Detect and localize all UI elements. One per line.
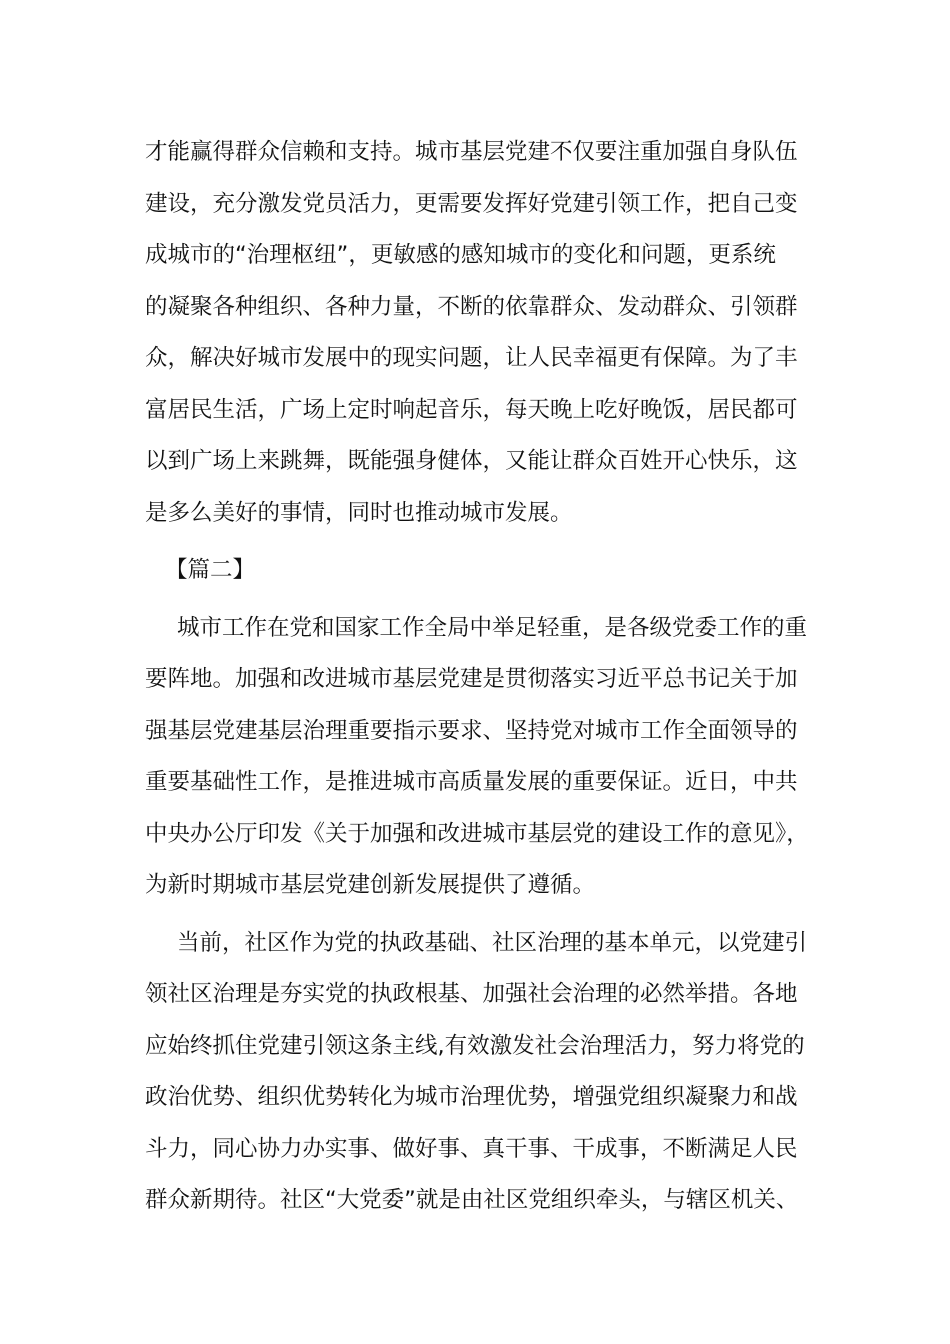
text-line: 成城市的“治理枢纽”，更敏感的感知城市的变化和问题，更系统	[145, 242, 776, 268]
text-line: 是多么美好的事情，同时也推动城市发展。	[145, 499, 573, 526]
text-line: 当前，社区作为党的执政基础、社区治理的基本单元，以党建引	[177, 929, 808, 956]
text-line: 重要基础性工作，是推进城市高质量发展的重要保证。近日，中共	[145, 769, 798, 795]
text-line: 富居民生活，广场上定时响起音乐，每天晚上吃好晚饭，居民都可	[145, 396, 798, 423]
paragraph	[145, 603, 810, 912]
text-line: 众，解决好城市发展中的现实问题，让人民幸福更有保障。为了丰	[145, 345, 798, 371]
text-line: 城市工作在党和国家工作全局中举足轻重，是各级党委工作的重	[177, 614, 808, 641]
text-line: 要阵地。加强和改进城市基层党建是贯彻落实习近平总书记关于加	[145, 666, 798, 692]
text-line: 以到广场上来跳舞，既能强身健体，又能让群众百姓开心快乐，这	[145, 448, 798, 474]
paragraph	[145, 918, 810, 1227]
section-heading-text: 【篇二】	[165, 557, 256, 583]
text-line: 为新时期城市基层党建创新发展提供了遵循。	[145, 872, 596, 898]
text-line: 中央办公厅印发《关于加强和改进城市基层党的建设工作的意见》，	[145, 820, 809, 847]
text-line: 斗力，同心协力办实事、做好事、真干事、干成事，不断满足人民	[145, 1135, 798, 1162]
paragraph-continuation	[145, 127, 810, 539]
document-page	[145, 127, 810, 1227]
text-line: 建设，充分激发党员活力，更需要发挥好党建引领工作，把自己变	[145, 190, 798, 217]
text-line: 才能赢得群众信赖和支持。城市基层党建不仅要注重加强自身队伍	[145, 139, 798, 165]
text-line: 的凝聚各种组织、各种力量，不断的依靠群众、发动群众、引领群	[145, 293, 798, 320]
text-line: 强基层党建基层治理重要指示要求、坚持党对城市工作全面领导的	[145, 717, 798, 744]
text-line: 应始终抓住党建引领这条主线,有效激发社会治理活力，努力将党的	[145, 1032, 805, 1059]
section-heading	[145, 545, 810, 597]
text-line: 政治优势、组织优势转化为城市治理优势，增强党组织凝聚力和战	[145, 1084, 798, 1110]
text-line: 群众新期待。社区“大党委”就是由社区党组织牵头，与辖区机关、	[145, 1187, 799, 1213]
text-line: 领社区治理是夯实党的执政根基、加强社会治理的必然举措。各地	[145, 981, 798, 1007]
